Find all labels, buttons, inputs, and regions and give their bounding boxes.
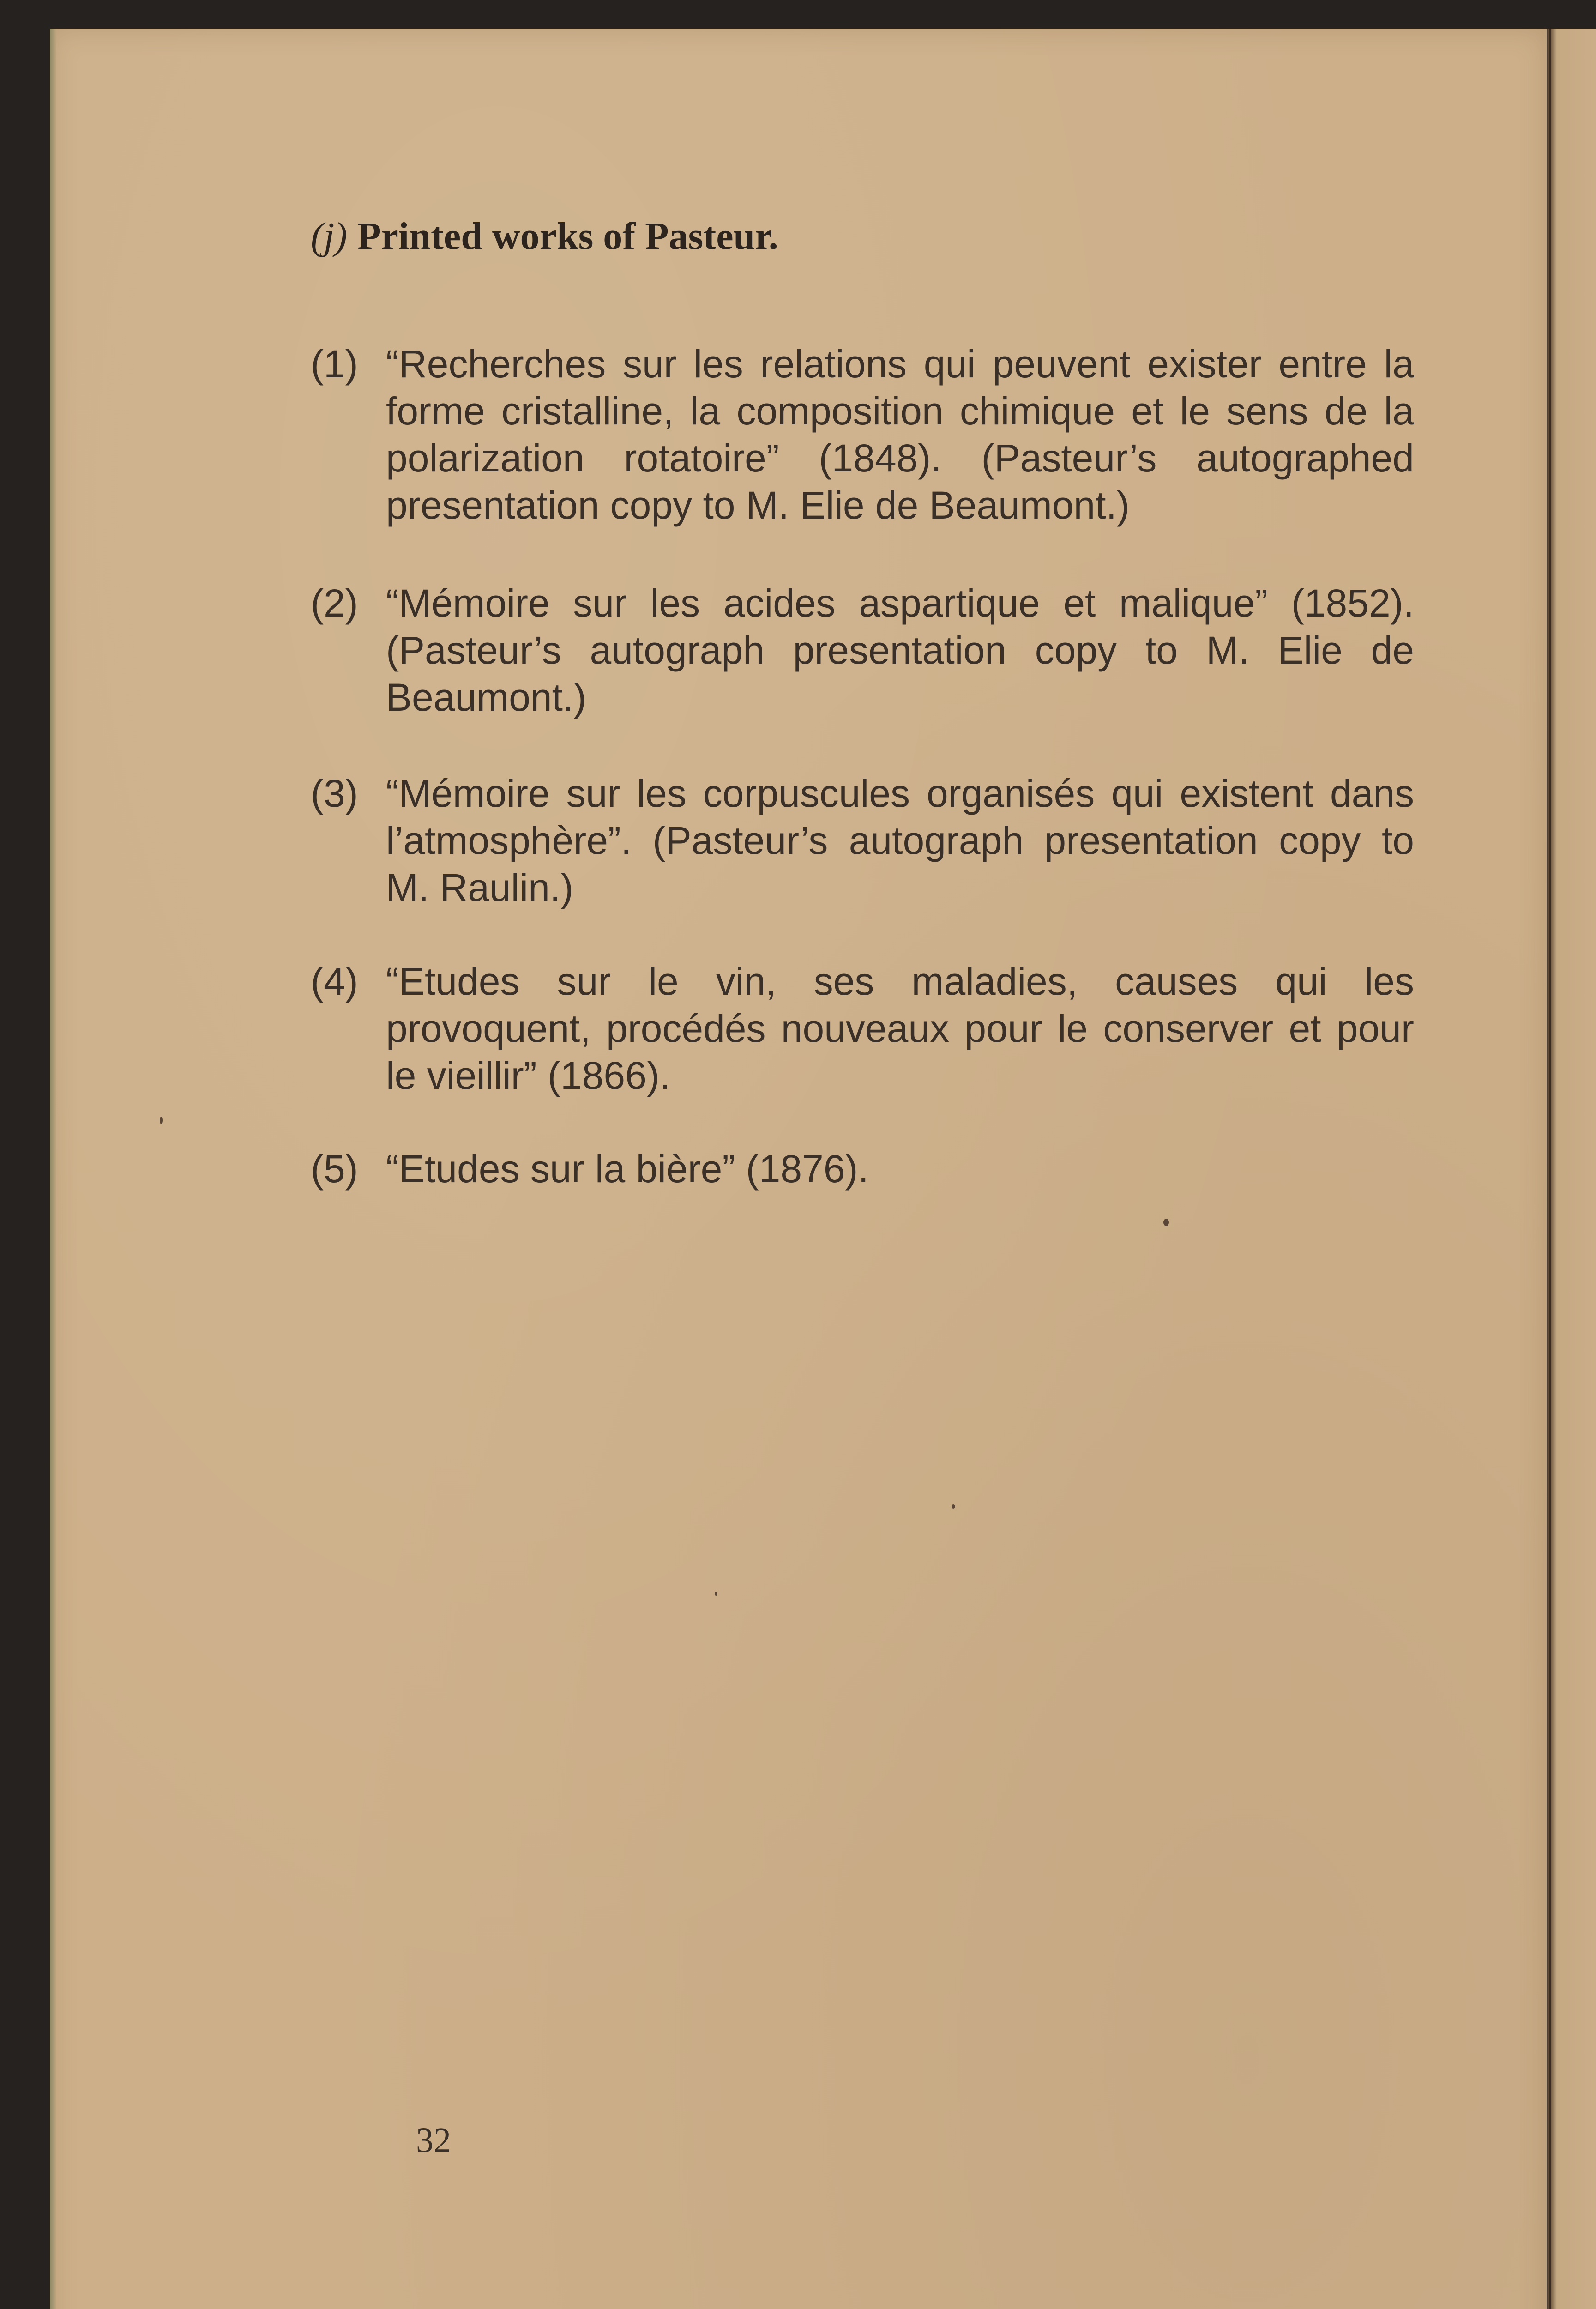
list-item-text: “Etudes sur le vin, ses maladies, causes qui les provoquent, procédés nouveaux pour le conserver et pour le vieillir” (1866). (386, 960, 1414, 1097)
list-item-3 (311, 770, 1414, 911)
page-content (50, 29, 1547, 2309)
list-item-text: “Mémoire sur les corpuscules organisés qui existent dans l’atmosphère”. (Pasteur’s autograph presentation copy to M. Raulin.) (386, 772, 1414, 909)
page-number: 32 (416, 2121, 451, 2160)
section-marker: (j) (311, 215, 348, 258)
facing-page-edge (1547, 29, 1596, 2309)
paper-speck (952, 1504, 955, 1509)
section-heading (311, 213, 778, 260)
list-item-5 (311, 1145, 1414, 1192)
book-gutter (1549, 29, 1551, 2309)
list-item-4 (311, 958, 1414, 1099)
list-item-number: (3) (311, 772, 358, 815)
book-page (50, 29, 1547, 2309)
list-item-number: (4) (311, 960, 358, 1003)
list-item-2 (311, 580, 1414, 721)
list-item-1 (311, 340, 1414, 529)
paper-speck (160, 1117, 163, 1124)
list-item-text: “Mémoire sur les acides aspartique et malique” (1852). (Pasteur’s autograph presentation copy to M. Elie de Beaumont.) (386, 581, 1414, 719)
list-item-number: (5) (311, 1147, 358, 1191)
list-item-number: (1) (311, 342, 358, 386)
paper-speck (715, 1592, 717, 1596)
paper-speck (1163, 1219, 1169, 1226)
list-item-text: “Recherches sur les relations qui peuvent exister entre la forme cristalline, la composition chimique et le sens de la polarization rotatoire” (1848). (Pasteur’s autographed presentation copy to M. Elie de Beaumont.) (386, 342, 1414, 527)
page-edge (50, 29, 56, 2309)
section-title: Printed works of Pasteur. (357, 215, 778, 258)
list-item-number: (2) (311, 581, 358, 625)
list-item-text: “Etudes sur la bière” (1876). (386, 1147, 869, 1191)
